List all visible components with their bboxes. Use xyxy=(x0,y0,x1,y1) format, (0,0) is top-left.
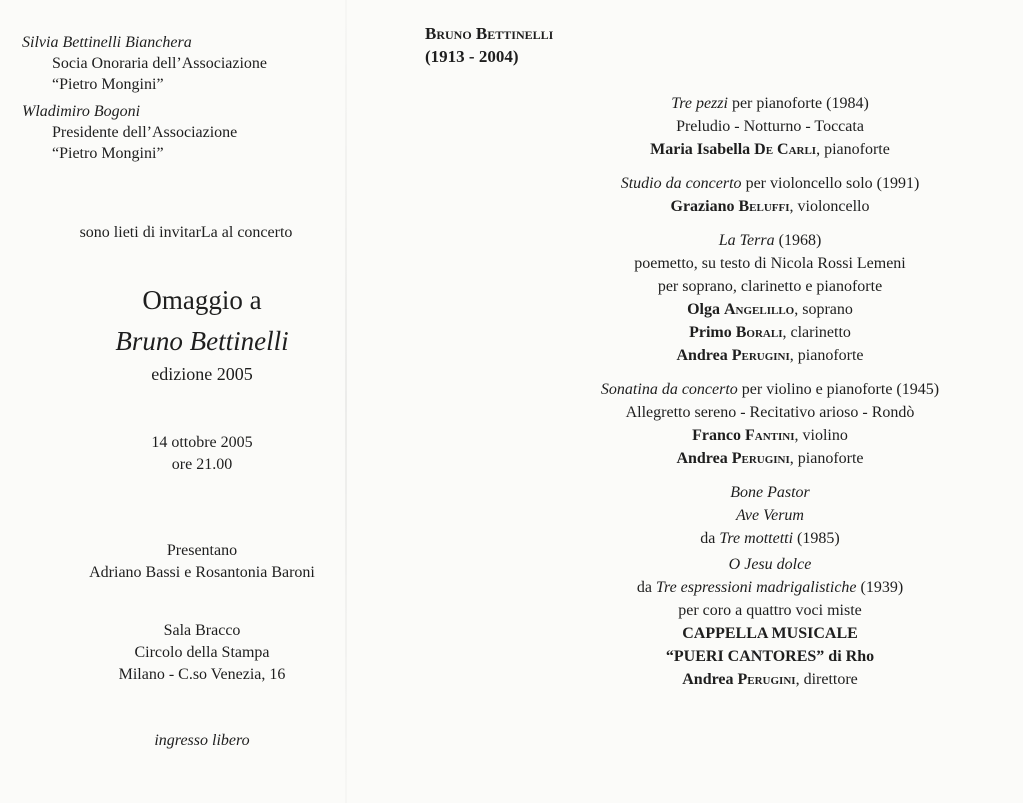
presenters-names: Adriano Bassi e Rosantonia Baroni xyxy=(89,564,315,581)
program-item xyxy=(525,92,1015,161)
piece-source: da Tre espressioni madrigalistiche (1939) xyxy=(636,579,904,596)
performer: Primo Borali, clarinetto xyxy=(689,324,851,341)
piece-title: Studio da concerto xyxy=(620,175,742,192)
composer-years: (1913 - 2004) xyxy=(425,47,519,66)
piece-title: Ave Verum xyxy=(736,507,804,524)
program-item xyxy=(525,172,1015,218)
title-line-2: Bruno Bettinelli xyxy=(115,326,289,356)
performer: Andrea Perugini, pianoforte xyxy=(676,347,864,364)
performer: Maria Isabella De Carli, pianoforte xyxy=(650,141,890,158)
entry-note: ingresso libero xyxy=(154,732,250,749)
program-item xyxy=(525,378,1015,470)
host-role: “Pietro Mongini” xyxy=(52,145,164,162)
host-role: Socia Onoraria dell’Associazione xyxy=(52,55,268,72)
piece-description: per soprano, clarinetto e pianoforte xyxy=(657,278,883,295)
venue-address: Milano - C.so Venezia, 16 xyxy=(118,666,286,683)
choir-name: “PUERI CANTORES” di Rho xyxy=(665,648,875,665)
host-role: Presidente dell’Associazione xyxy=(52,124,238,141)
host-name: Silvia Bettinelli Bianchera xyxy=(22,34,192,51)
piece-detail: per violino e pianoforte (1945) xyxy=(737,381,940,398)
venue-club: Circolo della Stampa xyxy=(134,644,270,661)
composer-first: Bruno xyxy=(425,24,472,43)
composer-name xyxy=(425,22,1005,45)
piece-movements: Allegretto sereno - Recitativo arioso - Rondò xyxy=(625,404,915,421)
piece-title: Bone Pastor xyxy=(730,484,810,501)
program-item xyxy=(525,229,1015,367)
hosts-block xyxy=(22,32,362,170)
host-role: “Pietro Mongini” xyxy=(52,76,164,93)
program-column xyxy=(425,22,1005,688)
concert-time: ore 21.00 xyxy=(171,456,233,473)
performer: Graziano Beluffi, violoncello xyxy=(670,198,870,215)
presenters-label: Presentano xyxy=(166,542,238,559)
choir-name: CAPPELLA MUSICALE xyxy=(682,625,858,642)
concert-date: 14 ottobre 2005 xyxy=(151,434,253,451)
program-list xyxy=(525,92,1015,702)
title-line-1: Omaggio a xyxy=(142,285,262,315)
piece-detail: per pianoforte (1984) xyxy=(727,95,869,112)
presenters-block xyxy=(22,540,382,584)
piece-description: per coro a quattro voci miste xyxy=(678,602,862,619)
program-item xyxy=(525,481,1015,550)
piece-title: La Terra xyxy=(718,232,775,249)
piece-detail: per violoncello solo (1991) xyxy=(741,175,920,192)
piece-source: da Tre mottetti (1985) xyxy=(700,530,840,547)
piece-title: O Jesu dolce xyxy=(728,556,812,573)
venue-hall: Sala Bracco xyxy=(163,622,241,639)
performer: Andrea Perugini, direttore xyxy=(682,671,858,688)
piece-description: poemetto, su testo di Nicola Rossi Lemeni xyxy=(634,255,906,272)
performer: Andrea Perugini, pianoforte xyxy=(676,450,864,467)
host-2 xyxy=(22,101,362,164)
performer: Franco Fantini, violino xyxy=(692,427,848,444)
host-name: Wladimiro Bogoni xyxy=(22,103,141,120)
host-1 xyxy=(22,32,362,95)
piece-title: Tre pezzi xyxy=(671,95,728,112)
concert-title xyxy=(22,280,382,386)
program-item xyxy=(525,553,1015,691)
piece-movements: Preludio - Notturno - Toccata xyxy=(676,118,864,135)
venue-block xyxy=(22,620,382,686)
invite-text: sono lieti di invitarLa al concerto xyxy=(79,224,293,241)
title-edition: edizione 2005 xyxy=(151,364,253,384)
date-block xyxy=(22,432,382,476)
composer-last: Bettinelli xyxy=(475,24,554,43)
piece-title: Sonatina da concerto xyxy=(600,381,738,398)
piece-detail: (1968) xyxy=(774,232,822,249)
performer: Olga Angelillo, soprano xyxy=(687,301,853,318)
